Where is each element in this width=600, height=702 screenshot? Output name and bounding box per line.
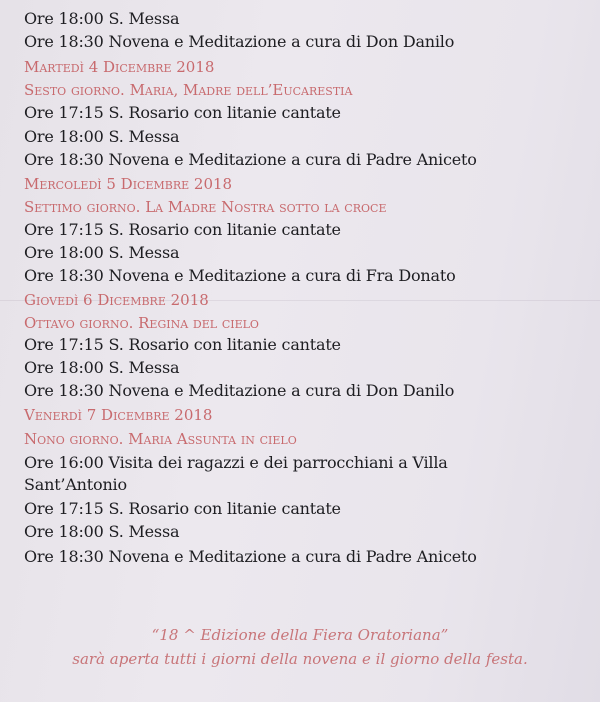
day-theme: Ottavo giorno. Regina del cielo (24, 314, 259, 332)
schedule-line: Ore 18:30 Novena e Meditazione a cura di Padre Aniceto (24, 547, 477, 566)
schedule-line: Ore 18:30 Novena e Meditazione a cura di Don Danilo (24, 381, 455, 400)
schedule-line: Ore 18:00 S. Messa (24, 127, 180, 146)
schedule-line: Ore 17:15 S. Rosario con litanie cantate (24, 220, 341, 239)
schedule-line: Ore 18:00 S. Messa (24, 243, 180, 262)
schedule-line: Ore 18:30 Novena e Meditazione a cura di Fra Donato (24, 266, 456, 285)
schedule-line: Ore 17:15 S. Rosario con litanie cantate (24, 499, 341, 518)
schedule-line: Ore 18:30 Novena e Meditazione a cura di Don Danilo (24, 32, 455, 51)
schedule-line: Ore 18:00 S. Messa (24, 9, 180, 28)
day-theme: Settimo giorno. La Madre Nostra sotto la croce (24, 198, 387, 216)
schedule-line: Sant’Antonio (24, 475, 127, 494)
fair-title: “18 ^ Edizione della Fiera Oratoriana” (151, 626, 449, 644)
schedule-line: Ore 18:30 Novena e Meditazione a cura di Padre Aniceto (24, 150, 477, 169)
schedule-line: Ore 16:00 Visita dei ragazzi e dei parrocchiani a Villa (24, 453, 448, 472)
schedule-line: Ore 17:15 S. Rosario con litanie cantate (24, 335, 341, 354)
fair-note: sarà aperta tutti i giorni della novena e il giorno della festa. (72, 650, 528, 668)
schedule-line: Ore 17:15 S. Rosario con litanie cantate (24, 103, 341, 122)
day-heading: Venerdì 7 Dicembre 2018 (24, 406, 213, 424)
day-theme: Sesto giorno. Maria, Madre dell’Eucarestia (24, 81, 353, 99)
day-theme: Nono giorno. Maria Assunta in cielo (24, 430, 297, 448)
schedule-line: Ore 18:00 S. Messa (24, 522, 180, 541)
day-heading: Martedì 4 Dicembre 2018 (24, 58, 215, 76)
schedule-line: Ore 18:00 S. Messa (24, 358, 180, 377)
day-heading: Giovedì 6 Dicembre 2018 (24, 291, 209, 309)
day-heading: Mercoledì 5 Dicembre 2018 (24, 175, 233, 193)
